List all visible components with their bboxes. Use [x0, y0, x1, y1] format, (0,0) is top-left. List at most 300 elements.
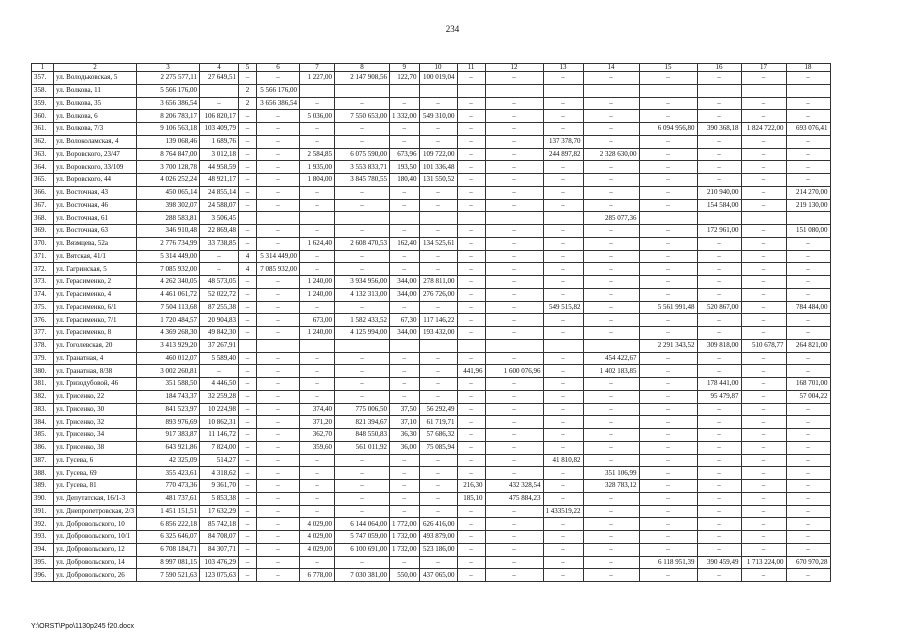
value-cell: – — [257, 174, 300, 187]
value-cell: – — [300, 454, 335, 467]
value-cell: – — [390, 492, 420, 505]
address-cell: ул. Днепропетровская, 2/3 — [54, 505, 137, 518]
value-cell: – — [697, 148, 741, 161]
table-row — [32, 429, 831, 442]
value-cell — [390, 339, 420, 352]
value-cell: 193 432,00 — [419, 327, 457, 340]
value-cell: – — [639, 543, 697, 556]
table-row — [32, 543, 831, 556]
value-cell: – — [786, 441, 830, 454]
value-cell: – — [741, 135, 786, 148]
column-header: 16 — [697, 64, 741, 72]
column-header: 10 — [419, 64, 457, 72]
value-cell: – — [300, 378, 335, 391]
value-cell: – — [257, 467, 300, 480]
table-row — [32, 339, 831, 352]
value-cell: – — [583, 416, 639, 429]
value-cell: – — [300, 97, 335, 110]
value-cell: – — [543, 569, 583, 582]
value-cell: – — [639, 186, 697, 199]
value-cell: – — [543, 467, 583, 480]
value-cell: – — [697, 543, 741, 556]
value-cell: – — [485, 301, 543, 314]
value-cell: – — [583, 556, 639, 569]
value-cell: 344,00 — [390, 276, 420, 289]
value-cell: – — [485, 237, 543, 250]
value-cell: 100 019,04 — [419, 72, 457, 85]
value-cell: – — [390, 186, 420, 199]
value-cell: – — [741, 301, 786, 314]
table-row — [32, 569, 831, 582]
value-cell: – — [239, 110, 257, 123]
table-row — [32, 84, 831, 97]
value-cell: – — [300, 365, 335, 378]
value-cell: 493 879,00 — [419, 531, 457, 544]
column-header: 3 — [137, 64, 200, 72]
value-cell: 351 106,99 — [583, 467, 639, 480]
value-cell: 122,70 — [390, 72, 420, 85]
value-cell: – — [786, 314, 830, 327]
column-header: 12 — [485, 64, 543, 72]
value-cell — [300, 339, 335, 352]
value-cell: 362,70 — [300, 429, 335, 442]
value-cell: – — [583, 288, 639, 301]
value-cell: – — [583, 72, 639, 85]
value-cell — [639, 212, 697, 225]
value-cell: – — [335, 186, 390, 199]
value-cell: – — [485, 110, 543, 123]
table-row — [32, 72, 831, 85]
value-cell: – — [786, 327, 830, 340]
value-cell — [335, 212, 390, 225]
column-header: 15 — [639, 64, 697, 72]
value-cell: 1 332,00 — [390, 110, 420, 123]
table-row — [32, 97, 831, 110]
column-header: 1 — [32, 64, 54, 72]
value-cell: 117 146,22 — [419, 314, 457, 327]
address-cell: ул. Волкова, 11 — [54, 84, 137, 97]
value-cell: – — [239, 543, 257, 556]
value-cell: 6 118 951,39 — [639, 556, 697, 569]
value-cell: 2 — [239, 97, 257, 110]
value-cell: – — [457, 72, 485, 85]
row-number-cell: 393. — [32, 531, 54, 544]
value-cell: – — [257, 480, 300, 493]
value-cell: 1 689,76 — [200, 135, 239, 148]
value-cell: 355 423,61 — [137, 467, 200, 480]
value-cell: – — [786, 518, 830, 531]
value-cell: – — [485, 556, 543, 569]
value-cell: – — [639, 314, 697, 327]
value-cell: – — [457, 288, 485, 301]
value-cell: – — [583, 429, 639, 442]
value-cell: 398 302,07 — [137, 199, 200, 212]
value-cell: – — [239, 225, 257, 238]
value-cell: – — [741, 365, 786, 378]
address-cell: ул. Гранатная, 8/38 — [54, 365, 137, 378]
value-cell: – — [543, 429, 583, 442]
value-cell: – — [786, 531, 830, 544]
value-cell: 693 076,41 — [786, 123, 830, 136]
value-cell: 3 506,45 — [200, 212, 239, 225]
value-cell: – — [257, 403, 300, 416]
value-cell: – — [390, 480, 420, 493]
value-cell: – — [639, 467, 697, 480]
value-cell — [239, 339, 257, 352]
value-cell: – — [419, 556, 457, 569]
value-cell: – — [335, 301, 390, 314]
address-cell: ул. Герасименко, 2 — [54, 276, 137, 289]
table-row — [32, 390, 831, 403]
value-cell: – — [543, 123, 583, 136]
row-number-cell: 367. — [32, 199, 54, 212]
row-number-cell: 375. — [32, 301, 54, 314]
value-cell: 137 378,70 — [543, 135, 583, 148]
value-cell: – — [239, 186, 257, 199]
value-cell: – — [457, 454, 485, 467]
value-cell: – — [239, 467, 257, 480]
row-number-cell: 372. — [32, 263, 54, 276]
value-cell: 33 738,85 — [200, 237, 239, 250]
value-cell: 450 065,14 — [137, 186, 200, 199]
value-cell: – — [786, 429, 830, 442]
address-cell: ул. Волкова, 7/3 — [54, 123, 137, 136]
value-cell: 1 451 151,51 — [137, 505, 200, 518]
value-cell — [419, 84, 457, 97]
value-cell: 5 561 991,48 — [639, 301, 697, 314]
value-cell: 475 884,23 — [485, 492, 543, 505]
value-cell: – — [485, 429, 543, 442]
value-cell: – — [786, 135, 830, 148]
value-cell: 4 461 061,72 — [137, 288, 200, 301]
table-row — [32, 301, 831, 314]
value-cell: 454 422,67 — [583, 352, 639, 365]
value-cell: 437 065,00 — [419, 569, 457, 582]
column-header: 18 — [786, 64, 830, 72]
value-cell: – — [697, 276, 741, 289]
value-cell: – — [583, 174, 639, 187]
value-cell: – — [457, 556, 485, 569]
value-cell: 626 416,00 — [419, 518, 457, 531]
value-cell: – — [786, 276, 830, 289]
value-cell: – — [457, 505, 485, 518]
value-cell: – — [786, 263, 830, 276]
value-cell: 3 413 929,20 — [137, 339, 200, 352]
value-cell: 7 504 113,68 — [137, 301, 200, 314]
row-number-cell: 391. — [32, 505, 54, 518]
value-cell: – — [485, 263, 543, 276]
value-cell: – — [300, 225, 335, 238]
address-cell: ул. Гризодубовой, 46 — [54, 378, 137, 391]
value-cell: – — [390, 123, 420, 136]
value-cell: – — [419, 97, 457, 110]
value-cell: – — [697, 263, 741, 276]
value-cell: – — [300, 135, 335, 148]
value-cell: – — [639, 135, 697, 148]
value-cell: – — [457, 403, 485, 416]
value-cell — [239, 212, 257, 225]
row-number-cell: 388. — [32, 467, 54, 480]
value-cell: 2 291 343,52 — [639, 339, 697, 352]
value-cell: – — [457, 263, 485, 276]
value-cell: – — [239, 492, 257, 505]
value-cell: – — [300, 467, 335, 480]
value-cell: – — [639, 569, 697, 582]
value-cell: – — [239, 403, 257, 416]
address-cell: ул. Володьковская, 5 — [54, 72, 137, 85]
address-cell: ул. Грисенко, 34 — [54, 429, 137, 442]
value-cell: 61 719,71 — [419, 416, 457, 429]
row-number-cell: 386. — [32, 441, 54, 454]
row-number-cell: 379. — [32, 352, 54, 365]
value-cell: – — [457, 199, 485, 212]
value-cell: 178 441,00 — [697, 378, 741, 391]
value-cell: 344,00 — [390, 327, 420, 340]
value-cell: 131 550,52 — [419, 174, 457, 187]
value-cell: – — [457, 543, 485, 556]
row-number-cell: 362. — [32, 135, 54, 148]
value-cell: 3 012,18 — [200, 148, 239, 161]
value-cell: – — [583, 314, 639, 327]
value-cell: – — [741, 454, 786, 467]
value-cell: 775 006,50 — [335, 403, 390, 416]
value-cell: 5 589,40 — [200, 352, 239, 365]
value-cell: – — [485, 416, 543, 429]
value-cell: 6 100 691,00 — [335, 543, 390, 556]
value-cell: 44 958,59 — [200, 161, 239, 174]
value-cell: – — [639, 72, 697, 85]
column-header: 2 — [54, 64, 137, 72]
value-cell: – — [786, 505, 830, 518]
table-row — [32, 314, 831, 327]
value-cell: – — [741, 467, 786, 480]
value-cell: 1 732,00 — [390, 543, 420, 556]
value-cell: – — [239, 531, 257, 544]
value-cell: – — [239, 327, 257, 340]
value-cell: 514,27 — [200, 454, 239, 467]
value-cell: – — [390, 250, 420, 263]
row-number-cell: 381. — [32, 378, 54, 391]
value-cell: 1 582 433,52 — [335, 314, 390, 327]
row-number-cell: 369. — [32, 225, 54, 238]
value-cell: – — [485, 543, 543, 556]
value-cell: – — [485, 390, 543, 403]
value-cell: – — [239, 429, 257, 442]
value-cell: – — [543, 492, 583, 505]
value-cell: – — [583, 263, 639, 276]
value-cell: – — [419, 378, 457, 391]
address-cell: ул. Грисенко, 22 — [54, 390, 137, 403]
value-cell: – — [457, 123, 485, 136]
value-cell: – — [786, 569, 830, 582]
value-cell: – — [257, 314, 300, 327]
row-number-cell: 389. — [32, 480, 54, 493]
value-cell: 17 632,29 — [200, 505, 239, 518]
address-cell: ул. Восточная, 63 — [54, 225, 137, 238]
value-cell: – — [543, 416, 583, 429]
row-number-cell: 360. — [32, 110, 54, 123]
value-cell: – — [639, 378, 697, 391]
value-cell: 5 314 449,00 — [257, 250, 300, 263]
value-cell: – — [239, 416, 257, 429]
value-cell: – — [257, 454, 300, 467]
page-number: 234 — [445, 24, 460, 34]
address-cell: ул. Гусева, 6 — [54, 454, 137, 467]
value-cell: – — [200, 250, 239, 263]
value-cell: – — [300, 250, 335, 263]
value-cell: – — [639, 518, 697, 531]
value-cell: – — [239, 288, 257, 301]
address-cell: ул. Воровского, 44 — [54, 174, 137, 187]
value-cell: 103 409,79 — [200, 123, 239, 136]
value-cell: – — [300, 199, 335, 212]
value-cell: – — [786, 250, 830, 263]
value-cell: 24 855,14 — [200, 186, 239, 199]
value-cell: – — [697, 97, 741, 110]
value-cell: – — [741, 378, 786, 391]
value-cell: 49 842,30 — [200, 327, 239, 340]
value-cell — [697, 84, 741, 97]
value-cell: 359,60 — [300, 441, 335, 454]
value-cell — [419, 339, 457, 352]
value-cell: – — [786, 148, 830, 161]
value-cell: – — [335, 123, 390, 136]
value-cell: 1 624,40 — [300, 237, 335, 250]
value-cell: – — [697, 135, 741, 148]
value-cell: – — [583, 403, 639, 416]
value-cell: – — [543, 186, 583, 199]
value-cell: – — [697, 480, 741, 493]
value-cell: 351 588,50 — [137, 378, 200, 391]
value-cell: 4 026 252,24 — [137, 174, 200, 187]
value-cell: 549 310,00 — [419, 110, 457, 123]
value-cell: – — [300, 263, 335, 276]
value-cell: – — [239, 480, 257, 493]
value-cell: – — [390, 454, 420, 467]
value-cell: – — [335, 492, 390, 505]
value-cell: – — [457, 301, 485, 314]
value-cell: – — [639, 416, 697, 429]
value-cell: 7 550 653,00 — [335, 110, 390, 123]
value-cell: – — [457, 135, 485, 148]
value-cell: 27 649,51 — [200, 72, 239, 85]
value-cell: – — [457, 186, 485, 199]
value-cell: – — [485, 352, 543, 365]
value-cell: – — [583, 225, 639, 238]
value-cell: – — [485, 199, 543, 212]
value-cell: – — [639, 161, 697, 174]
value-cell — [257, 212, 300, 225]
value-cell: – — [543, 225, 583, 238]
value-cell: – — [639, 352, 697, 365]
value-cell: 1 240,00 — [300, 327, 335, 340]
value-cell: – — [257, 492, 300, 505]
value-cell: – — [583, 569, 639, 582]
value-cell: – — [697, 72, 741, 85]
value-cell: – — [543, 174, 583, 187]
value-cell — [300, 212, 335, 225]
value-cell: 549 515,82 — [543, 301, 583, 314]
value-cell: – — [335, 135, 390, 148]
value-cell: 151 080,00 — [786, 225, 830, 238]
value-cell: – — [543, 97, 583, 110]
value-cell: 5 853,38 — [200, 492, 239, 505]
value-cell: – — [419, 123, 457, 136]
row-number-cell: 374. — [32, 288, 54, 301]
value-cell: – — [697, 569, 741, 582]
value-cell: – — [257, 365, 300, 378]
value-cell: – — [419, 135, 457, 148]
table-row — [32, 352, 831, 365]
row-number-cell: 377. — [32, 327, 54, 340]
value-cell: – — [457, 174, 485, 187]
value-cell: – — [583, 327, 639, 340]
value-cell: – — [639, 365, 697, 378]
value-cell: 821 394,67 — [335, 416, 390, 429]
value-cell: – — [639, 390, 697, 403]
value-cell: 219 130,00 — [786, 199, 830, 212]
value-cell: – — [239, 441, 257, 454]
value-cell: – — [300, 492, 335, 505]
value-cell: 6 778,00 — [300, 569, 335, 582]
value-cell: 1 227,00 — [300, 72, 335, 85]
value-cell: – — [741, 97, 786, 110]
value-cell: 2 147 908,56 — [335, 72, 390, 85]
row-number-cell: 390. — [32, 492, 54, 505]
value-cell: – — [741, 237, 786, 250]
value-cell: 1 824 722,00 — [741, 123, 786, 136]
value-cell: 41 810,82 — [543, 454, 583, 467]
value-cell: 1 240,00 — [300, 276, 335, 289]
column-header: 14 — [583, 64, 639, 72]
value-cell: – — [239, 161, 257, 174]
value-cell: – — [485, 327, 543, 340]
value-cell: – — [543, 352, 583, 365]
value-cell: – — [457, 569, 485, 582]
value-cell: – — [741, 72, 786, 85]
value-cell: – — [457, 378, 485, 391]
value-cell: – — [741, 403, 786, 416]
row-number-cell: 395. — [32, 556, 54, 569]
value-cell: – — [419, 467, 457, 480]
value-cell: – — [485, 276, 543, 289]
value-cell: 1 720 484,57 — [137, 314, 200, 327]
value-cell: 371,20 — [300, 416, 335, 429]
column-header: 13 — [543, 64, 583, 72]
value-cell: – — [485, 123, 543, 136]
value-cell: – — [239, 276, 257, 289]
value-cell: – — [485, 174, 543, 187]
value-cell: – — [639, 148, 697, 161]
value-cell: 9 361,70 — [200, 480, 239, 493]
value-cell: – — [697, 314, 741, 327]
value-cell: 48 921,17 — [200, 174, 239, 187]
value-cell — [583, 84, 639, 97]
value-cell: 4 029,00 — [300, 543, 335, 556]
address-cell: ул. Добровольского, 14 — [54, 556, 137, 569]
value-cell: 2 608 470,53 — [335, 237, 390, 250]
value-cell: – — [257, 186, 300, 199]
value-cell: 550,00 — [390, 569, 420, 582]
value-cell: 1 600 076,96 — [485, 365, 543, 378]
value-cell: – — [583, 199, 639, 212]
value-cell: – — [583, 518, 639, 531]
value-cell: – — [583, 161, 639, 174]
value-cell: – — [583, 505, 639, 518]
value-cell: – — [390, 199, 420, 212]
value-cell: – — [741, 314, 786, 327]
column-number-header — [32, 64, 831, 72]
